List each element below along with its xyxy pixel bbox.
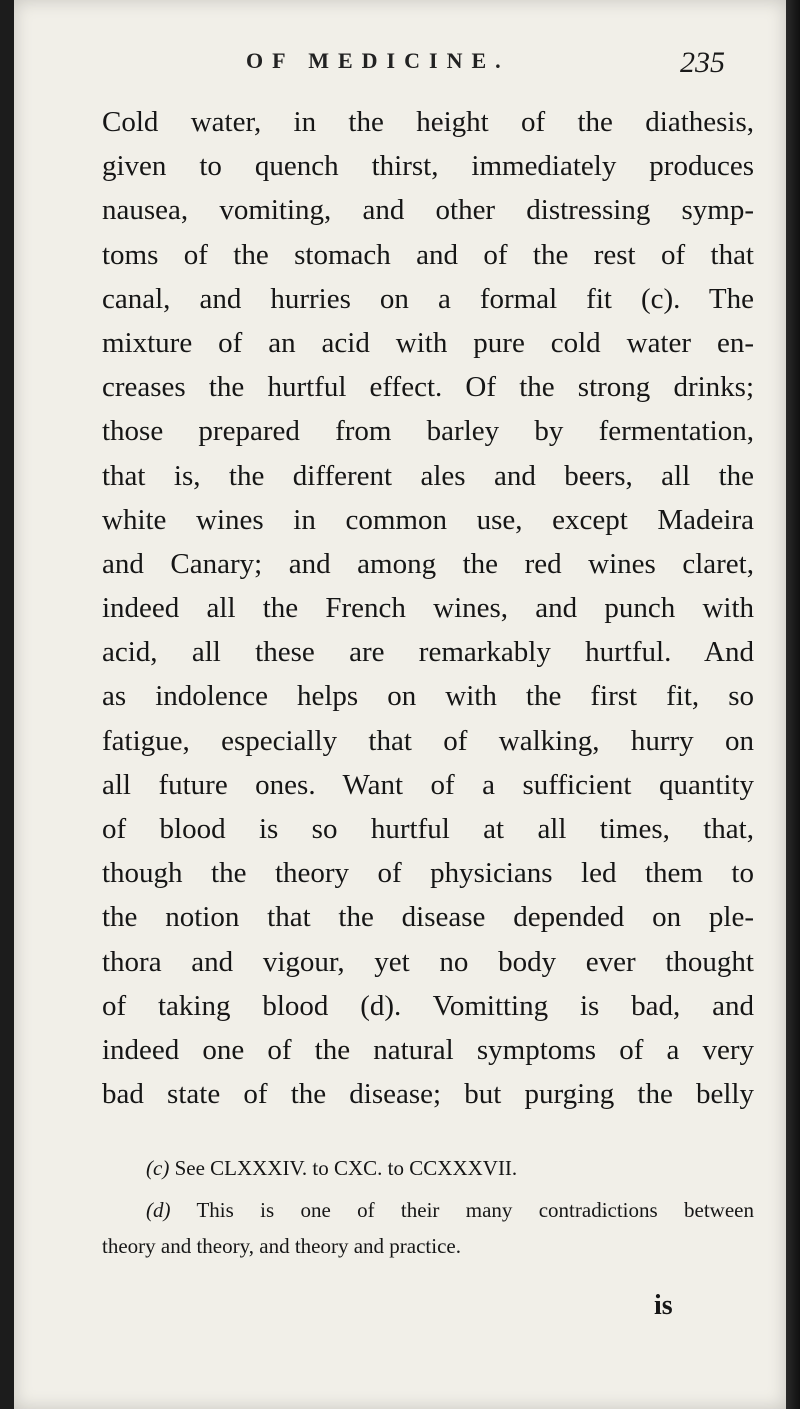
text-line: creases the hurtful effect. Of the strong drinks; bbox=[102, 371, 754, 404]
page-header bbox=[14, 46, 786, 86]
text-line: fatigue, especially that of walking, hurry on bbox=[102, 724, 754, 757]
footnotes bbox=[102, 1150, 754, 1264]
text-line: thora and vigour, yet no body ever thought bbox=[102, 945, 754, 978]
page-edge-shadow bbox=[786, 0, 800, 1409]
text-line: toms of the stomach and of the rest of that bbox=[102, 238, 754, 271]
catchword: is bbox=[654, 1290, 673, 1321]
text-line: of taking blood (d). Vomitting is bad, and bbox=[102, 989, 754, 1022]
text-line: white wines in common use, except Madeira bbox=[102, 503, 754, 536]
text-line: those prepared from barley by fermentation, bbox=[102, 415, 754, 448]
footnote-d-continuation: theory and theory, and theory and practice. bbox=[102, 1234, 461, 1258]
book-page bbox=[14, 0, 786, 1409]
footnote-marker: (c) bbox=[146, 1156, 170, 1180]
text-line: of blood is so hurtful at all times, that, bbox=[102, 813, 754, 845]
text-line: indeed one of the natural symptoms of a very bbox=[102, 1033, 754, 1066]
text-line: and Canary; and among the red wines claret, bbox=[102, 547, 754, 580]
text-line: given to quench thirst, immediately produces bbox=[102, 150, 754, 183]
text-line: Cold water, in the height of the diathesis, bbox=[102, 106, 754, 138]
footnote-text: This is one of their many contradictions between bbox=[196, 1198, 754, 1222]
running-head: OF MEDICINE. bbox=[246, 48, 510, 73]
footnote-d bbox=[102, 1192, 754, 1228]
text-line: bad state of the disease; but purging the belly bbox=[102, 1078, 754, 1111]
text-line: though the theory of physicians led them to bbox=[102, 857, 754, 890]
text-line: indeed all the French wines, and punch with bbox=[102, 592, 754, 625]
text-line: all future ones. Want of a sufficient quantity bbox=[102, 768, 754, 801]
text-line: that is, the different ales and beers, all the bbox=[102, 459, 754, 492]
text-line: mixture of an acid with pure cold water en- bbox=[102, 326, 754, 359]
text-line: nausea, vomiting, and other distressing symp- bbox=[102, 194, 754, 227]
text-line: canal, and hurries on a formal fit (c). The bbox=[102, 282, 754, 315]
footnote-c bbox=[102, 1150, 754, 1186]
body-text bbox=[102, 100, 754, 1116]
footnote-marker: (d) bbox=[146, 1198, 171, 1222]
text-line: acid, all these are remarkably hurtful. And bbox=[102, 636, 754, 669]
text-line: the notion that the disease depended on ple- bbox=[102, 901, 754, 934]
footnote-text: See CLXXXIV. to CXC. to CCXXXVII. bbox=[174, 1156, 518, 1180]
text-line: as indolence helps on with the first fit, so bbox=[102, 680, 754, 713]
page-number: 235 bbox=[680, 46, 725, 79]
